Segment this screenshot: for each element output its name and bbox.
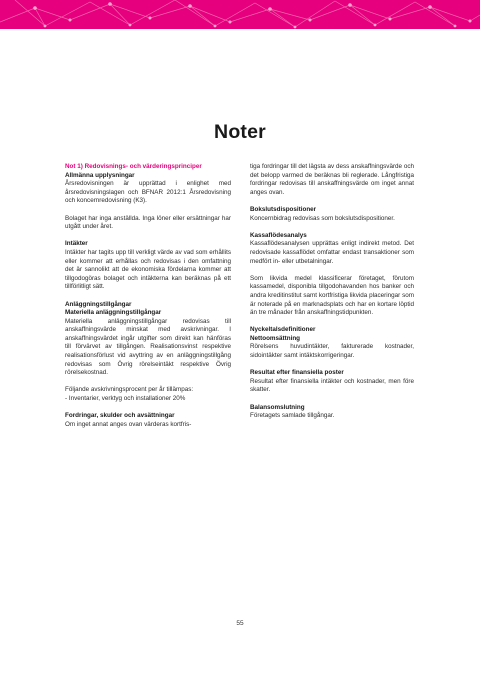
result-paragraph: Resultat efter finansiella intäkter och kostnader, men före skatter.	[250, 377, 414, 394]
net-sales-heading: Nettoomsättning	[250, 334, 301, 342]
closing-paragraph: Koncernbidrag redovisas som bokslutsdispositioner.	[250, 214, 395, 222]
receivables-continued: tiga fordringar till det lägsta av dess anskaffningsvärde och det belopp varmed de beräknas bli reglerade. Långfristiga fordringar redovisas till anskaffningsvärde om inget annat anges ovan.	[250, 163, 414, 196]
income-heading: Intäkter	[65, 240, 88, 248]
material-assets-heading: Materiella anläggningstillgångar	[65, 309, 162, 317]
income-paragraph: Intäkter har tagits upp till verkligt värde av vad som erhållits eller kommer att erhållas och redovisas i den omfattning det är sannolikt att de ekonomiska fördelarna kommer att tillgodogöras bolaget och intäkterna kan beräknas på ett tillförlitligt sätt.	[65, 248, 231, 291]
net-sales-paragraph: Rörelsens huvudintäkter, fakturerade kostnader, sidointäkter samt intäktskorrigeringar.	[250, 343, 414, 360]
general-heading: Allmänna upplysningar	[65, 171, 135, 179]
receivables-heading: Fordringar, skulder och avsättningar	[65, 412, 175, 420]
left-column	[65, 163, 231, 429]
general-paragraph-1: Årsredovisningen är upprättad i enlighet med årsredovisningslagen och BFNAR 2012:1 Årsredovisning och koncernredovisning (K3).	[65, 180, 231, 205]
cashflow-paragraph-2: Som likvida medel klassificerar företaget, förutom kassamedel, disponibla tillgodohavanden hos banker och andra kreditinstitut samt kortfristiga likvida placeringar som är noterade på en marknadsplats och har en kortare löptid än tre månader från anskaffningstidpunkten.	[250, 274, 414, 317]
page-title: Noter	[214, 121, 266, 143]
page-number: 55	[236, 620, 244, 627]
result-heading: Resultat efter finansiella poster	[250, 369, 344, 377]
material-assets-paragraph: Materiella anläggningstillgångar redovisas till anskaffningsvärde minskat med avskrivningar. I anskaffningsvärdet ingår utgifter som direkt kan hänföras till förvärvet av tillgången. Realisationsvinst respektive realisationsförlust vid avyttring av en anläggningstillgång redovisas som Övrig rörelseintäkt respektive Övrig rörelsekostnad.	[65, 317, 231, 377]
kpi-heading: Nyckeltalsdefinitioner	[250, 326, 316, 334]
right-column	[250, 163, 414, 421]
header-banner	[0, 0, 480, 29]
balance-heading: Balansomslutning	[250, 403, 305, 411]
depreciation-intro: Följande avskrivningsprocent per år tillämpas:	[65, 386, 194, 394]
network-pattern-icon	[0, 0, 480, 29]
cashflow-heading: Kassaflödesanalys	[250, 231, 307, 239]
cashflow-paragraph-1: Kassaflödesanalysen upprättas enligt indirekt metod. Det redovisade kassaflödet omfattar endast transaktioner som medfört in- eller utbetalningar.	[250, 240, 414, 265]
note-heading: Not 1) Redovisnings- och värderingsprinciper	[65, 163, 202, 170]
fixed-assets-heading: Anläggningstillgångar	[65, 300, 132, 308]
closing-heading: Bokslutsdispositioner	[250, 205, 317, 213]
depreciation-item: - Inventarier, verktyg och installationer 20%	[65, 395, 186, 403]
general-paragraph-2: Bolaget har inga anställda. Inga löner eller ersättningar har utgått under året.	[65, 214, 231, 231]
balance-paragraph: Företagets samlade tillgångar.	[250, 412, 335, 420]
receivables-paragraph: Om inget annat anges ovan värderas kortfris-	[65, 420, 192, 428]
